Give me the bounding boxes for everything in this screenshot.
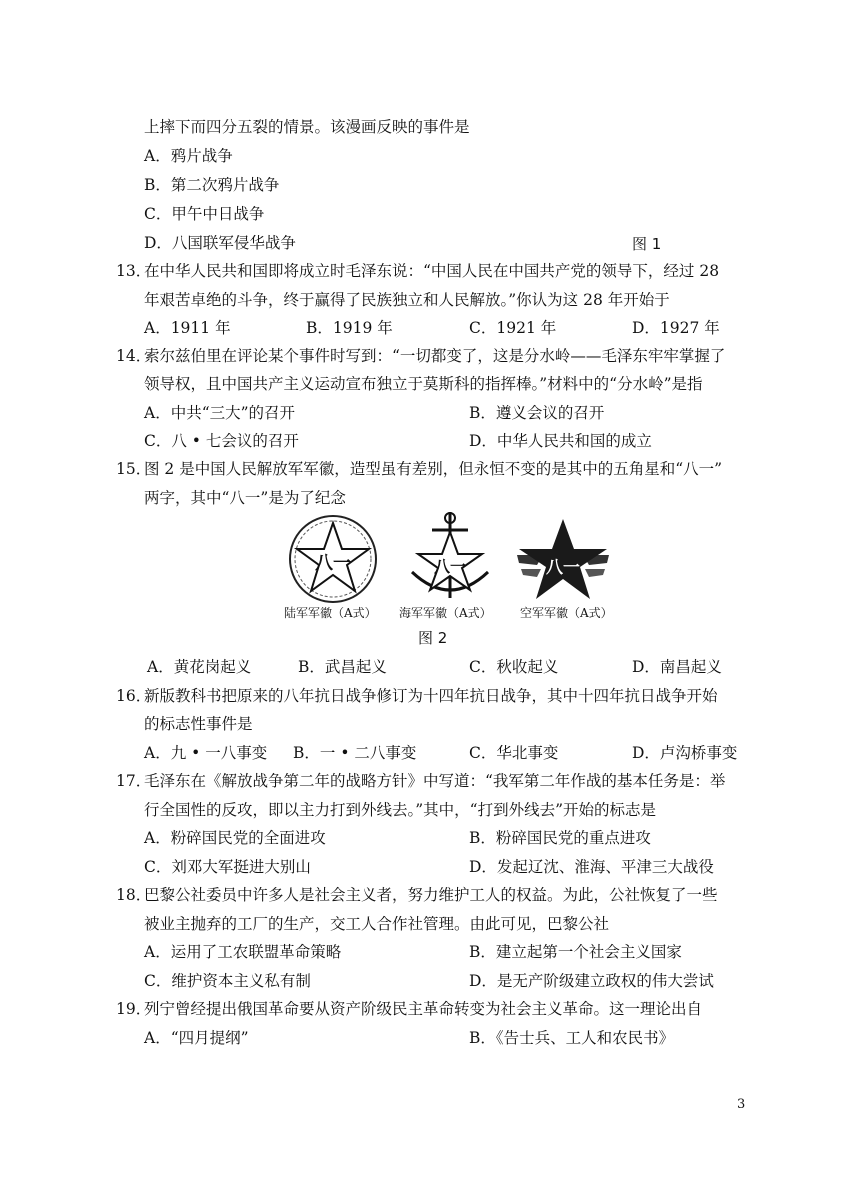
q12-option-b: B．第二次鸦片战争 <box>144 176 280 194</box>
q13-option-d: D．1927 年 <box>632 319 720 337</box>
q17-stem-line-1: 毛泽东在《解放战争第二年的战略方针》中写道：“我军第二年作战的基本任务是：举 <box>144 772 726 790</box>
q13-stem-line-1: 在中华人民共和国即将成立时毛泽东说：“中国人民在中国共产党的领导下，经过 28 <box>144 262 720 280</box>
q19-stem-line-1: 列宁曾经提出俄国革命要从资产阶级民主革命转变为社会主义革命。这一理论出自 <box>144 1000 703 1018</box>
q18-option-c: C．维护资本主义私有制 <box>144 972 311 990</box>
q19-option-a: A．“四月提纲” <box>144 1029 249 1047</box>
q15-option-a: A．黄花岗起义 <box>147 658 252 676</box>
q13-option-c: C．1921 年 <box>469 319 557 337</box>
q18-option-d: D．是无产阶级建立政权的伟大尝试 <box>469 972 714 990</box>
q14-stem-line-1: 索尔兹伯里在评论某个事件时写到：“一切都变了，这是分水岭——毛泽东牢牢掌握了 <box>144 347 726 365</box>
q14-option-c: C．八 • 七会议的召开 <box>144 432 299 450</box>
q18-stem-line-2: 被业主抛弃的工厂的生产，交工人合作社管理。由此可见，巴黎公社 <box>144 915 610 933</box>
q16-option-a: A．九 • 一八事变 <box>144 744 268 762</box>
army-badge-image <box>283 513 383 605</box>
q15-number: 15． <box>116 460 152 478</box>
q15-option-c: C．秋收起义 <box>469 658 559 676</box>
figure-1-label: 图 1 <box>632 235 662 253</box>
q12-stem-continuation: 上摔下而四分五裂的情景。该漫画反映的事件是 <box>144 118 470 136</box>
svg-text:八一: 八一 <box>546 558 580 578</box>
navy-badge-image <box>400 510 500 605</box>
q16-number: 16． <box>116 687 152 705</box>
q18-option-b: B．建立起第一个社会主义国家 <box>469 943 682 961</box>
q17-option-d: D．发起辽沈、淮海、平津三大战役 <box>469 858 714 876</box>
q15-option-b: B．武昌起义 <box>298 658 387 676</box>
navy-badge-caption: 海军军徽（A式） <box>399 606 492 620</box>
q18-option-a: A．运用了工农联盟革命策略 <box>144 943 342 961</box>
q17-stem-line-2: 行全国性的反攻，即以主力打到外线去。”其中，“打到外线去”开始的标志是 <box>144 801 657 819</box>
svg-text:八一: 八一 <box>315 553 351 574</box>
q13-number: 13． <box>116 262 152 280</box>
q19-option-b: B．《告士兵、工人和农民书》 <box>469 1029 675 1047</box>
q14-option-d: D．中华人民共和国的成立 <box>469 432 652 450</box>
q12-option-c: C．甲午中日战争 <box>144 205 265 223</box>
q17-option-a: A．粉碎国民党的全面进攻 <box>144 829 326 847</box>
svg-text:八一: 八一 <box>433 557 467 576</box>
q15-option-d: D．南昌起义 <box>632 658 722 676</box>
q13-option-a: A．1911 年 <box>144 319 231 337</box>
q17-option-c: C．刘邓大军挺进大别山 <box>144 858 311 876</box>
q19-number: 19． <box>116 1000 152 1018</box>
q12-option-d: D．八国联军侵华战争 <box>144 234 296 252</box>
q16-stem-line-1: 新版教科书把原来的八年抗日战争修订为十四年抗日战争，其中十四年抗日战争开始 <box>144 687 718 705</box>
q16-option-b: B．一 • 二八事变 <box>293 744 417 762</box>
q14-number: 14． <box>116 347 152 365</box>
q13-option-b: B．1919 年 <box>306 319 393 337</box>
q16-stem-line-2: 的标志性事件是 <box>144 715 253 733</box>
air-force-badge-image <box>513 515 613 605</box>
q13-stem-line-2: 年艰苦卓绝的斗争，终于赢得了民族独立和人民解放。”你认为这 28 年开始于 <box>144 291 670 309</box>
page-number: 3 <box>737 1097 746 1112</box>
air-force-badge-caption: 空军军徽（A式） <box>520 606 613 620</box>
q18-number: 18． <box>116 886 152 904</box>
q17-option-b: B．粉碎国民党的重点进攻 <box>469 829 651 847</box>
figure-2-label: 图 2 <box>418 629 448 647</box>
q14-stem-line-2: 领导权，且中国共产主义运动宣布独立于莫斯科的指挥棒。”材料中的“分水岭”是指 <box>144 375 703 393</box>
q16-option-c: C．华北事变 <box>469 744 559 762</box>
q12-option-a: A．鸦片战争 <box>144 147 233 165</box>
q14-option-b: B．遵义会议的召开 <box>469 404 605 422</box>
q15-stem-line-1: 图 2 是中国人民解放军军徽，造型虽有差别，但永恒不变的是其中的五角星和“八一” <box>144 460 723 478</box>
q16-option-d: D．卢沟桥事变 <box>632 744 738 762</box>
army-badge-caption: 陆军军徽（A式） <box>284 606 377 620</box>
q14-option-a: A．中共“三大”的召开 <box>144 404 296 422</box>
q18-stem-line-1: 巴黎公社委员中许多人是社会主义者，努力维护工人的权益。为此，公社恢复了一些 <box>144 886 718 904</box>
q15-stem-line-2: 两字，其中“八一”是为了纪念 <box>144 489 346 507</box>
q17-number: 17． <box>116 772 152 790</box>
